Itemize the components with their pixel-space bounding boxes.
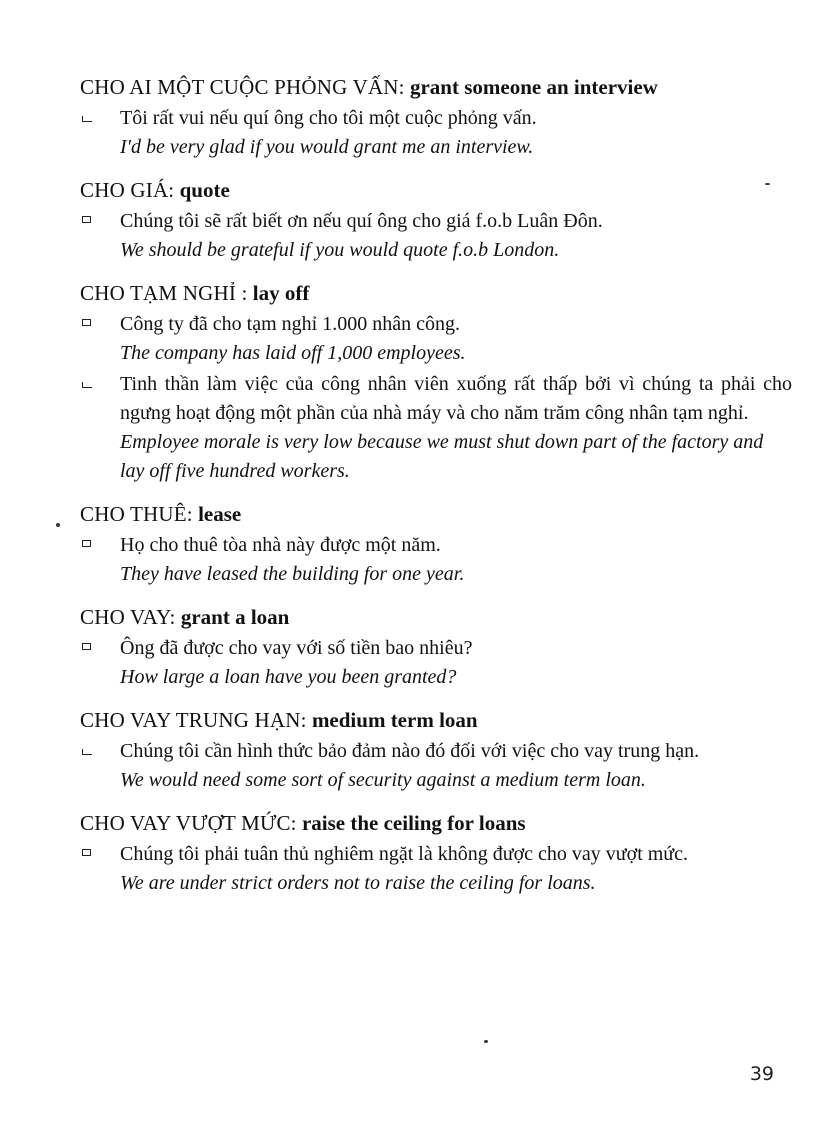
example-english: We would need some sort of security against a medium term loan. bbox=[120, 769, 646, 791]
scan-speck bbox=[484, 1040, 488, 1043]
page-number: 39 bbox=[749, 1063, 774, 1085]
example-english: Employee morale is very low because we must shut down part of the factory and lay off five hundred workers. bbox=[120, 431, 764, 482]
bullet-icon bbox=[82, 643, 91, 650]
entry-term-vietnamese: CHO AI MỘT CUỘC PHỎNG VẤN: bbox=[80, 75, 405, 99]
entry-term-vietnamese: CHO VAY VƯỢT MỨC: bbox=[80, 811, 297, 835]
example bbox=[80, 207, 792, 265]
entry-term-english: raise the ceiling for loans bbox=[301, 811, 526, 835]
example-english: We are under strict orders not to raise the ceiling for loans. bbox=[120, 872, 596, 894]
entry-term-english: lay off bbox=[252, 281, 310, 305]
entry-medium-term-loan bbox=[80, 706, 792, 795]
example-english: We should be grateful if you would quote f.o.b London. bbox=[120, 239, 560, 261]
example bbox=[80, 840, 792, 898]
example-vietnamese: Tôi rất vui nếu quí ông cho tôi một cuộc phỏng vấn. bbox=[120, 107, 537, 129]
entry-term-vietnamese: CHO TẠM NGHỈ : bbox=[80, 281, 248, 305]
example bbox=[80, 531, 792, 589]
bullet-icon bbox=[82, 749, 92, 755]
example-vietnamese: Họ cho thuê tòa nhà này được một năm. bbox=[120, 534, 441, 556]
entry-term-vietnamese: CHO GIÁ: bbox=[80, 178, 175, 202]
example-vietnamese: Ông đã được cho vay với số tiền bao nhiêu? bbox=[120, 637, 473, 659]
entry-grant-loan bbox=[80, 603, 792, 692]
entry-term-vietnamese: CHO VAY TRUNG HẠN: bbox=[80, 708, 307, 732]
example-vietnamese: Chúng tôi cần hình thức bảo đảm nào đó đối với việc cho vay trung hạn. bbox=[120, 740, 700, 762]
example-english: How large a loan have you been granted? bbox=[120, 666, 457, 688]
bullet-icon bbox=[82, 849, 91, 856]
entry-heading bbox=[80, 500, 792, 529]
entry-grant-interview bbox=[80, 73, 792, 162]
example-english: I'd be very glad if you would grant me an interview. bbox=[120, 136, 534, 158]
example-english: They have leased the building for one year. bbox=[120, 563, 465, 585]
bullet-icon bbox=[82, 382, 92, 388]
example-vietnamese: Tinh thần làm việc của công nhân viên xuống rất thấp bởi vì chúng ta phải cho ngưng hoạt động một phần của nhà máy và cho năm trăm công nhân tạm nghỉ. bbox=[120, 373, 792, 424]
example-english: The company has laid off 1,000 employees. bbox=[120, 342, 466, 364]
example-vietnamese: Công ty đã cho tạm nghỉ 1.000 nhân công. bbox=[120, 313, 460, 335]
entry-term-english: quote bbox=[179, 178, 230, 202]
dictionary-page bbox=[80, 73, 792, 912]
example bbox=[80, 370, 792, 486]
scan-speck bbox=[56, 523, 60, 527]
entry-term-english: grant a loan bbox=[180, 605, 290, 629]
example bbox=[80, 104, 792, 162]
scan-speck bbox=[765, 183, 770, 185]
entry-term-english: lease bbox=[198, 502, 242, 526]
entry-term-english: grant someone an interview bbox=[409, 75, 658, 99]
entry-lay-off bbox=[80, 279, 792, 486]
entry-heading bbox=[80, 603, 792, 632]
example-vietnamese: Chúng tôi sẽ rất biết ơn nếu quí ông cho giá f.o.b Luân Đôn. bbox=[120, 210, 603, 232]
entry-term-vietnamese: CHO THUÊ: bbox=[80, 502, 193, 526]
example bbox=[80, 737, 792, 795]
entry-heading bbox=[80, 73, 792, 102]
entry-heading bbox=[80, 706, 792, 735]
bullet-icon bbox=[82, 540, 91, 547]
bullet-icon bbox=[82, 116, 92, 122]
bullet-icon bbox=[82, 319, 91, 326]
example-vietnamese: Chúng tôi phải tuân thủ nghiêm ngặt là không được cho vay vượt mức. bbox=[120, 843, 689, 865]
entry-term-english: medium term loan bbox=[311, 708, 478, 732]
entry-term-vietnamese: CHO VAY: bbox=[80, 605, 176, 629]
entry-lease bbox=[80, 500, 792, 589]
entry-heading bbox=[80, 176, 792, 205]
entry-quote bbox=[80, 176, 792, 265]
bullet-icon bbox=[82, 216, 91, 223]
entry-heading bbox=[80, 809, 792, 838]
example bbox=[80, 310, 792, 368]
example bbox=[80, 634, 792, 692]
entry-raise-ceiling bbox=[80, 809, 792, 898]
entry-heading bbox=[80, 279, 792, 308]
